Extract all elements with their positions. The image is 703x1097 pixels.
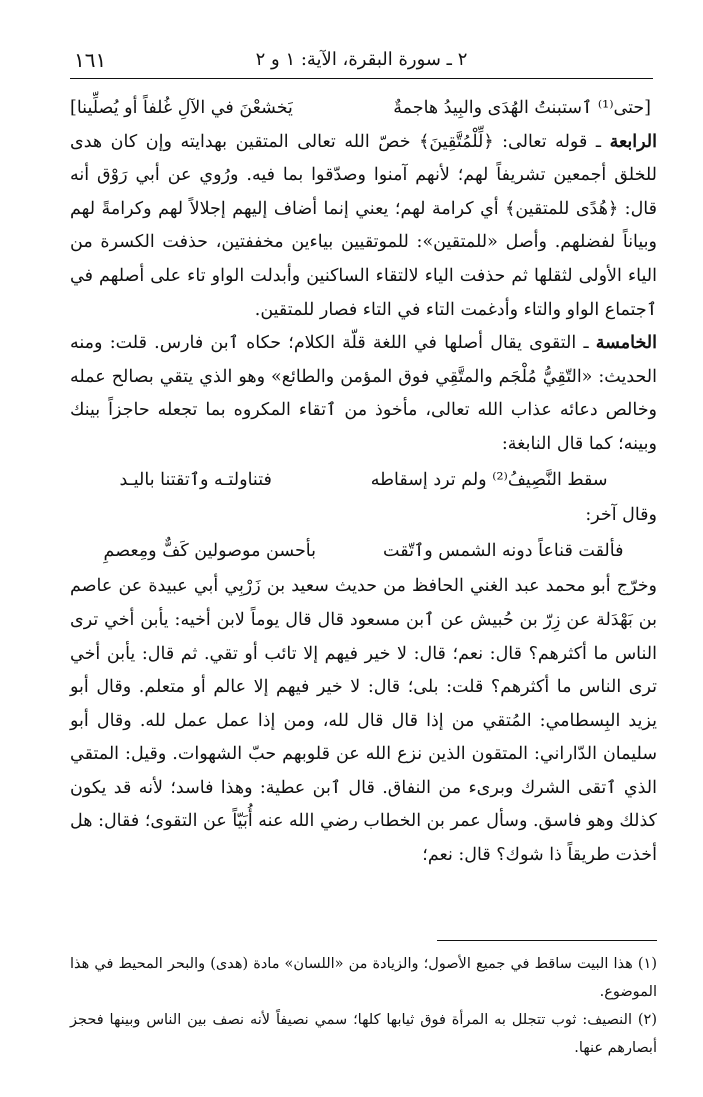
footnote-2: (٢) النصيف: ثوب تتجلل به المرأة فوق ثيابها كلها؛ سمي نصيفاً لأنه نصف بين الناس وبينها فحجز أبصارهم عنها. — [70, 1012, 657, 1056]
paragraph-fourth — [70, 126, 657, 328]
paragraph-fifth — [70, 327, 657, 461]
paragraph-final: وخرّج أبو محمد عبد الغني الحافظ من حديث سعيد بن زَرْبِي أبي عبيدة عن عاصم بن بَهْدَلة عن زِرّ بن حُبيش عن ٱبن مسعود قال قال يوماً لابن أخيه: يأبن أخي ترى الناس ما أكثرهم؟ قال: نعم؛ قال: لا خير فيهم إلا تائب أو تقي. ثم قال: يأبن أخي ترى الناس ما أكثرهم؟ قلت: بلى؛ قال: لا خير فيهم إلا عالم أو متعلم. وقال أبو يزيد البِسطامي: المُتقي من إذا قال قال لله، ومن إذا عمل عمل لله. وقال أبو سليمان الدّاراني: المتقون الذين نزع الله عن قلوبهم حبّ الشهوات. وقيل: المتقي الذي ٱتقى الشرك وبرىء من النفاق. قال ٱبن عطية: وهذا فاسد؛ لأنه قد يكون كذلك وهو فاسق. وسأل عمر بن الخطاب رضي الله عنه أُبَيّاً عن التقوى؛ فقال: هل أخذت طريقاً ذا شوك؟ قال: نعم؛ — [70, 576, 657, 866]
main-text — [70, 92, 657, 873]
paragraph-lead: الرابعة — [609, 131, 657, 152]
verse-top-left-hemistich: يَخشعْنَ في الآلِ غُلفاً أو يُصلِّينا] — [70, 98, 293, 118]
verse-nabigha-right-hemistich: سقط النَّصِيفُ⁽²⁾ ولم ترد إسقاطه — [370, 469, 608, 490]
footnote-1: (١) هذا البيت ساقط في جميع الأصول؛ والزيادة من «اللسان» مادة (هدى) والبحر المحيط في هذا الموضوع. — [70, 956, 657, 1000]
other-poet-intro: وقال آخر: — [585, 505, 657, 526]
page-number: ١٦١ — [74, 48, 107, 72]
verse-top — [70, 92, 657, 126]
verse-top-right-hemistich: [حتى⁽¹⁾ ٱستبنتُ الهُدَى والبِيدُ هاجمةٌ — [393, 98, 651, 118]
verse-nabigha-left-hemistich: فتناولتـه وٱتقتنا باليـد — [119, 469, 272, 490]
paragraph-body: ـ قوله تعالى: ﴿لِّلْمُتَّقِينَ﴾ خصّ الله تعالى المتقين بهدايته وإن كان هدى للخلق أجمعين تشريفاً لهم؛ لأنهم آمنوا وصدّقوا بما فيه. ورُوي عن أبي رَوْق أنه قال: ﴿هُدًى للمتقين﴾ أي كرامة لهم؛ يعني إنما أضاف إليهم إجلالاً لهم وكرامةً لهم وبياناً لفضلهم. وأصل «للمتقين»: للموتقيين بياءين مخففتين، حذفت الكسرة من الياء الأولى لثقلها ثم حذفت الياء لالتقاء الساكنين وأبدلت الواو تاء على أصلهم في ٱجتماع الواو والتاء وأدغمت التاء في التاء فصار للمتقين. — [70, 131, 657, 320]
verse-other-left-hemistich: بأحسن موصولين كَفٌّ ومِعصمِ — [103, 540, 316, 561]
verse-nabigha — [70, 462, 657, 500]
paragraph-body: ـ التقوى يقال أصلها في اللغة قلّة الكلام؛ حكاه ٱبن فارس. قلت: ومنه الحديث: «التّقِيُّ مُلْجَم والمتَّقِي فوق المؤمن والطائع» وهو الذي يتقي بصالح عمله وخالص دعائه عذاب الله تعالى، مأخوذ من ٱتقاء المكروه بما تجعله حاجزاً بينك وبينه؛ كما قال النابغة: — [70, 333, 657, 454]
paragraph-lead: الخامسة — [595, 333, 657, 354]
verse-other — [70, 533, 657, 571]
running-title: ٢ ـ سورة البقرة، الآية: ١ و ٢ — [255, 49, 468, 70]
verse-other-right-hemistich: فألقت قناعاً دونه الشمس وٱتّقت — [383, 540, 624, 561]
page-header — [70, 44, 653, 79]
footnotes — [70, 950, 657, 1062]
footnote-divider — [437, 940, 657, 941]
